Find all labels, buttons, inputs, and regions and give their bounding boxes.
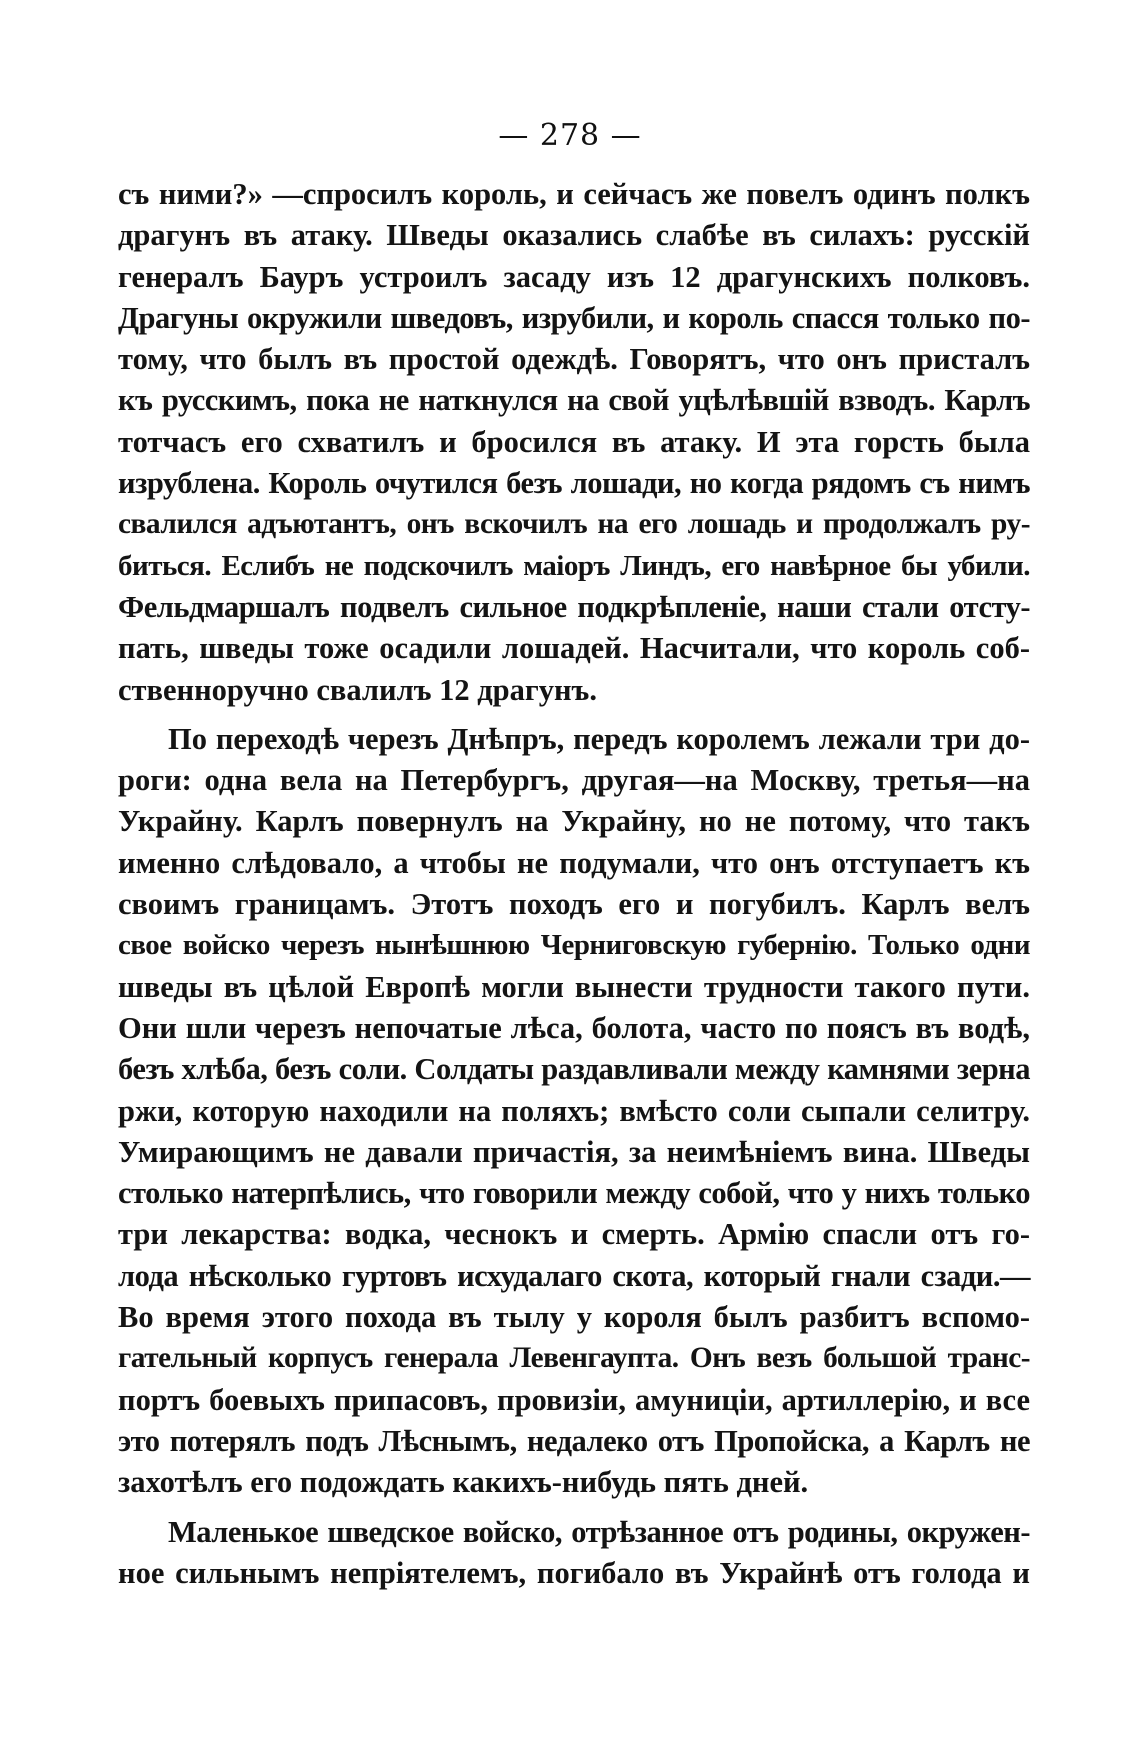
text-line: биться. Еслибъ не подскочилъ маіоръ Линдъ, его навѣрное бы убили. <box>118 549 1030 582</box>
paragraph-gap <box>118 711 1030 719</box>
paragraph <box>118 174 1030 711</box>
text-line: ржи, которую находили на поляхъ; вмѣсто соли сыпали селитру. <box>118 1093 1030 1128</box>
text-line: Маленькое шведское войско, отрѣзанное отъ родины, окружен- <box>168 1514 1030 1549</box>
text-line: По переходѣ черезъ Днѣпръ, передъ королемъ лежали три до- <box>168 721 1030 756</box>
paragraph-gap <box>118 1504 1030 1512</box>
text-line: тому, что былъ въ простой одеждѣ. Говорятъ, что онъ присталъ <box>118 342 1030 377</box>
text-line: ственноручно свалилъ 12 драгунъ. <box>118 672 597 707</box>
paragraph <box>118 1512 1030 1595</box>
text-line: генералъ Бауръ устроилъ засаду изъ 12 драгунскихъ полковъ. <box>118 259 1030 294</box>
page-number: — 278 — <box>498 118 642 153</box>
text-line: ное сильнымъ непріятелемъ, погибало въ Украйнѣ отъ голода и <box>118 1555 1030 1590</box>
text-line: лода нѣсколько гуртовъ исхудалаго скота, который гнали сзади.— <box>118 1258 1030 1293</box>
text-line: безъ хлѣба, безъ соли. Солдаты раздавливали между камнями зерна <box>118 1052 1030 1087</box>
text-line: роги: одна вела на Петербургъ, другая—на Москву, третья—на <box>118 763 1030 798</box>
text-line: шведы въ цѣлой Европѣ могли вынести трудности такого пути. <box>118 969 1030 1004</box>
text-line: портъ боевыхъ припасовъ, провизіи, амуниціи, артиллерію, и все <box>118 1382 1030 1417</box>
text-line: свое войско черезъ нынѣшнюю Черниговскую губернію. Только одни <box>118 929 1030 962</box>
text-line: захотѣлъ его подождать какихъ-нибудь пять дней. <box>118 1465 809 1500</box>
text-line: столько натерпѣлись, что говорили между собой, что у нихъ только <box>118 1176 1030 1211</box>
text-line: изрублена. Король очутился безъ лошади, но когда рядомъ съ нимъ <box>118 466 1030 501</box>
text-line: къ русскимъ, пока не наткнулся на свой уцѣлѣвшій взводъ. Карлъ <box>118 383 1030 418</box>
text-line: гательный корпусъ генерала Левенгаупта. Онъ везъ большой транс- <box>118 1342 1030 1375</box>
text-line: Драгуны окружили шведовъ, изрубили, и король спасся только по- <box>118 300 1030 335</box>
text-line: Фельдмаршалъ подвелъ сильное подкрѣпленіе, наши стали отсту- <box>118 589 1030 624</box>
text-line: свалился адъютантъ, онъ вскочилъ на его лошадь и продолжалъ ру- <box>118 508 1030 541</box>
text-line: Умирающимъ не давали причастія, за неимѣніемъ вина. Шведы <box>118 1134 1030 1169</box>
text-line: именно слѣдовало, а чтобы не подумали, что онъ отступаетъ къ <box>118 845 1030 880</box>
text-line: Во время этого похода въ тылу у короля былъ разбитъ вспомо- <box>118 1300 1030 1335</box>
text-line: съ ними?» —спросилъ король, и сейчасъ же повелъ одинъ полкъ <box>118 177 1030 211</box>
text-line: это потерялъ подъ Лѣснымъ, недалеко отъ Пропойска, а Карлъ не <box>118 1423 1030 1458</box>
text-line: драгунъ въ атаку. Шведы оказались слабѣе въ силахъ: русскій <box>118 218 1030 253</box>
text-line: Они шли черезъ непочатые лѣса, болота, часто по поясъ въ водѣ, <box>118 1010 1030 1045</box>
text-line: тотчасъ его схватилъ и бросился въ атаку. И эта горсть была <box>118 424 1030 459</box>
body-text <box>118 174 1030 1594</box>
text-line: Украйну. Карлъ повернулъ на Украйну, но не потому, что такъ <box>118 804 1030 839</box>
text-line: три лекарства: водка, чеснокъ и смерть. Армію спасли отъ го- <box>118 1217 1030 1252</box>
text-line: пать, шведы тоже осадили лошадей. Насчитали, что король соб- <box>118 631 1030 666</box>
paragraph <box>118 719 1030 1504</box>
text-line: своимъ границамъ. Этотъ походъ его и погубилъ. Карлъ велъ <box>118 887 1030 922</box>
